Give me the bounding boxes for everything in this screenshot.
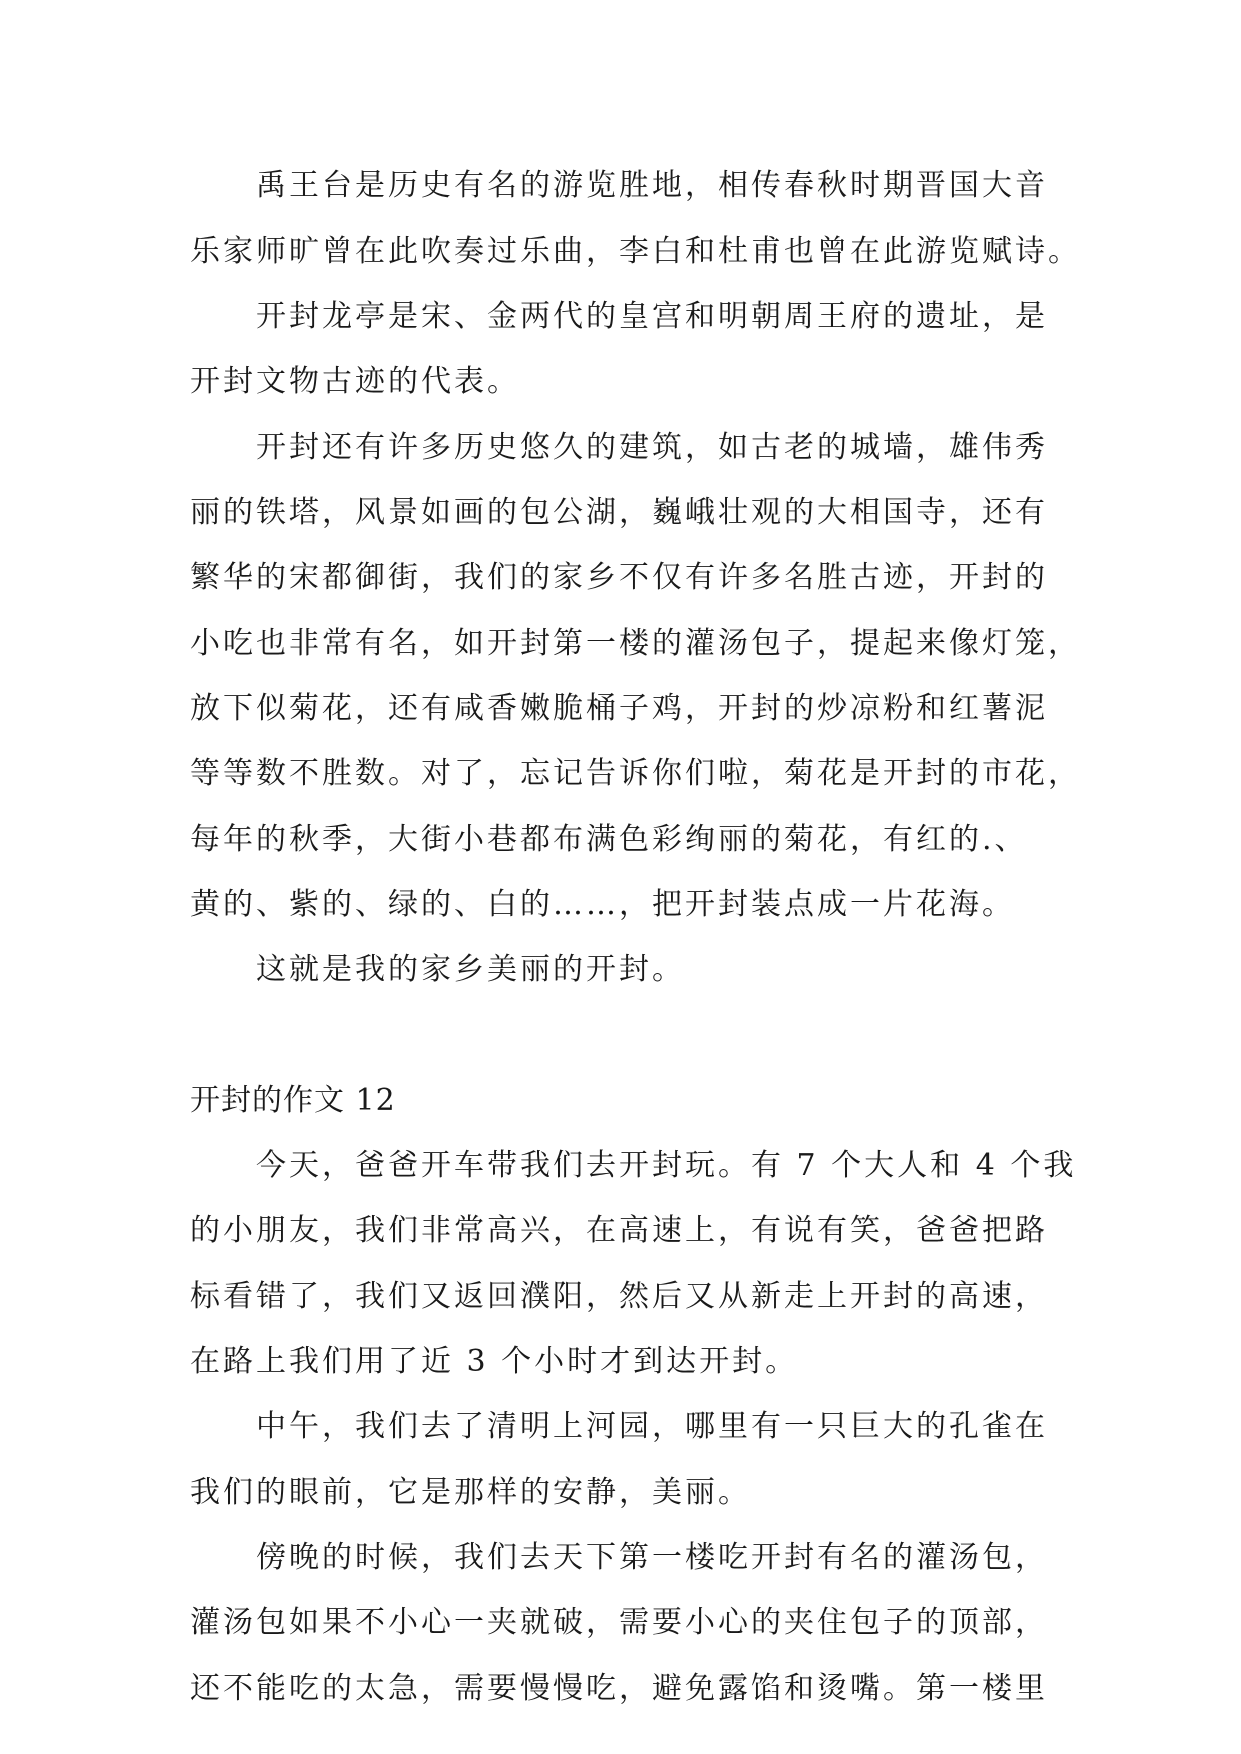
paragraph-line: 放下似菊花，还有咸香嫩脆桶子鸡，开封的炒凉粉和红薯泥 bbox=[190, 691, 1048, 726]
paragraph-line: 标看错了，我们又返回濮阳，然后又从新走上开封的高速， bbox=[190, 1279, 1048, 1314]
paragraph-line: 开封龙亭是宋、金两代的皇宫和明朝周王府的遗址，是 bbox=[256, 299, 1048, 334]
paragraph-line: 我们的眼前，它是那样的安静，美丽。 bbox=[190, 1475, 751, 1510]
paragraph-line: 繁华的宋都御街，我们的家乡不仅有许多名胜古迹，开封的 bbox=[190, 560, 1048, 595]
paragraph-line: 禹王台是历史有名的游览胜地，相传春秋时期晋国大音 bbox=[256, 168, 1048, 203]
section-title: 开封的作文 12 bbox=[190, 1083, 396, 1118]
paragraph-line: 傍晚的时候，我们去天下第一楼吃开封有名的灌汤包， bbox=[256, 1540, 1048, 1575]
paragraph-line: 今天，爸爸开车带我们去开封玩。有 7 个大人和 4 个我 bbox=[256, 1148, 1077, 1183]
paragraph-line: 每年的秋季，大街小巷都布满色彩绚丽的菊花，有红的.、 bbox=[190, 822, 1028, 857]
paragraph-line: 等等数不胜数。对了，忘记告诉你们啦，菊花是开封的市花， bbox=[190, 756, 1081, 791]
paragraph-line: 灌汤包如果不小心一夹就破，需要小心的夹住包子的顶部， bbox=[190, 1605, 1048, 1640]
paragraph-line: 这就是我的家乡美丽的开封。 bbox=[256, 952, 685, 987]
paragraph-line: 还不能吃的太急，需要慢慢吃，避免露馅和烫嘴。第一楼里 bbox=[190, 1671, 1048, 1706]
paragraph-line: 开封文物古迹的代表。 bbox=[190, 364, 520, 399]
paragraph-line: 小吃也非常有名，如开封第一楼的灌汤包子，提起来像灯笼， bbox=[190, 626, 1081, 661]
paragraph-line: 黄的、紫的、绿的、白的……，把开封装点成一片花海。 bbox=[190, 887, 1015, 922]
paragraph-line: 中午，我们去了清明上河园，哪里有一只巨大的孔雀在 bbox=[256, 1409, 1048, 1444]
paragraph-line: 在路上我们用了近 3 个小时才到达开封。 bbox=[190, 1344, 799, 1379]
paragraph-line: 乐家师旷曾在此吹奏过乐曲，李白和杜甫也曾在此游览赋诗。 bbox=[190, 234, 1081, 269]
paragraph-line: 的小朋友，我们非常高兴，在高速上，有说有笑，爸爸把路 bbox=[190, 1213, 1048, 1248]
paragraph-line: 丽的铁塔，风景如画的包公湖，巍峨壮观的大相国寺，还有 bbox=[190, 495, 1048, 530]
paragraph-line: 开封还有许多历史悠久的建筑，如古老的城墙，雄伟秀 bbox=[256, 430, 1048, 465]
